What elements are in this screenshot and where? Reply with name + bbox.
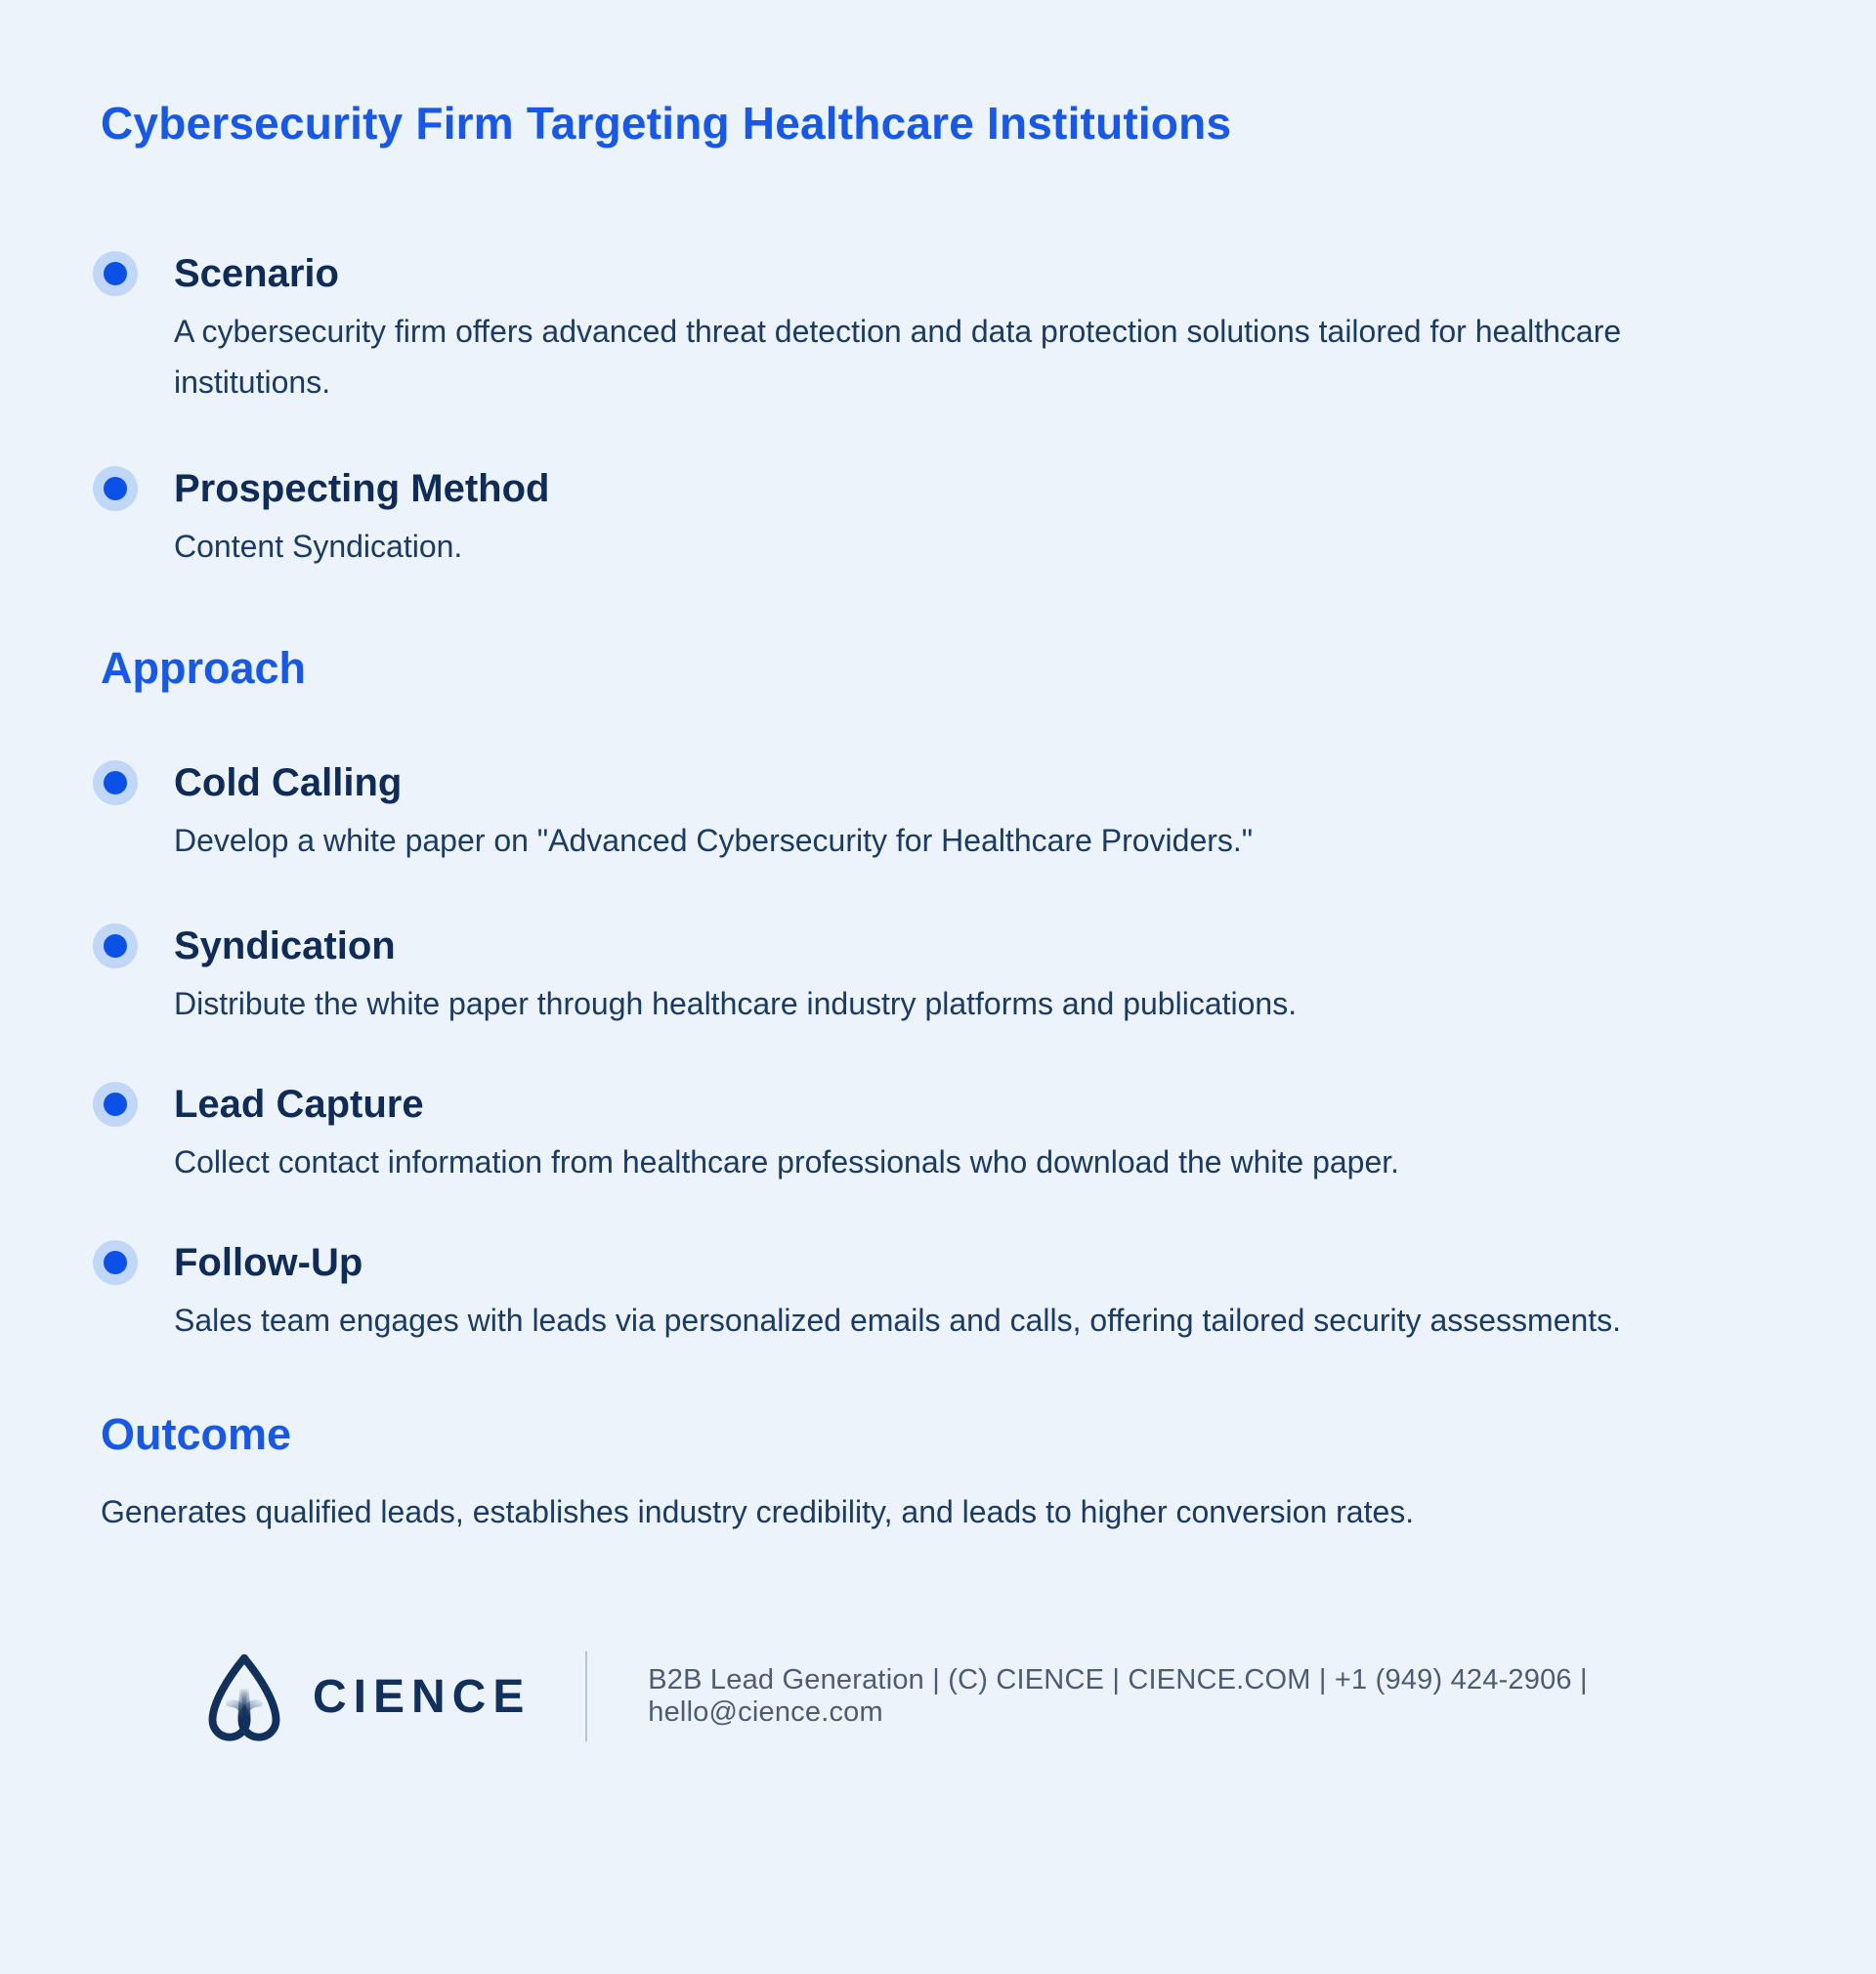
bullet-icon: [93, 466, 138, 511]
page-title: Cybersecurity Firm Targeting Healthcare Institutions: [101, 98, 1232, 149]
brand-wordmark: CIENCE: [313, 1670, 532, 1723]
section-heading-approach: Approach: [101, 643, 307, 694]
item-heading: Cold Calling: [174, 761, 403, 805]
outcome-text: Generates qualified leads, establishes industry credibility, and leads to higher conversion rates.: [101, 1494, 1415, 1530]
footer-info: B2B Lead Generation | (C) CIENCE | CIENCE.COM | +1 (949) 424-2906 | hello@cience.com: [648, 1664, 1588, 1729]
list-item-scenario: [101, 250, 1775, 408]
bullet-dot-icon: [104, 262, 127, 285]
intro-section: [101, 250, 1775, 572]
item-heading: Scenario: [174, 252, 339, 296]
bullet-icon: [93, 251, 138, 296]
list-item-lead-capture: [101, 1081, 1775, 1187]
cience-logo-icon: [195, 1645, 293, 1748]
bullet-dot-icon: [104, 1251, 127, 1274]
item-body: Develop a white paper on "Advanced Cybersecurity for Healthcare Providers.": [174, 823, 1254, 859]
item-body: A cybersecurity firm offers advanced threat detection and data protection solutions tailored for healthcare institutions.: [174, 314, 1622, 401]
bullet-icon: [93, 1240, 138, 1285]
item-heading: Prospecting Method: [174, 467, 550, 511]
bullet-icon: [93, 923, 138, 968]
list-item-syndication: [101, 923, 1775, 1029]
item-body: Collect contact information from healthcare professionals who download the white paper.: [174, 1144, 1400, 1180]
brand: [195, 1645, 531, 1748]
list-item-follow-up: [101, 1239, 1775, 1346]
item-body: Content Syndication.: [174, 529, 463, 565]
bullet-icon: [93, 1082, 138, 1127]
list-item-prospecting-method: [101, 465, 1775, 572]
footer: [195, 1645, 1775, 1748]
bullet-dot-icon: [104, 1093, 127, 1116]
approach-section: [101, 759, 1775, 1346]
item-heading: Follow-Up: [174, 1241, 363, 1285]
bullet-dot-icon: [104, 477, 127, 500]
item-body: Sales team engages with leads via personalized emails and calls, offering tailored security assessments.: [174, 1303, 1622, 1339]
bullet-dot-icon: [104, 934, 127, 958]
bullet-dot-icon: [104, 771, 127, 794]
list-item-cold-calling: [101, 759, 1775, 866]
section-heading-outcome: Outcome: [101, 1409, 292, 1460]
case-study-page: [0, 97, 1876, 1974]
footer-divider: [585, 1652, 587, 1741]
item-body: Distribute the white paper through healthcare industry platforms and publications.: [174, 986, 1298, 1022]
item-heading: Lead Capture: [174, 1083, 424, 1127]
bullet-icon: [93, 760, 138, 805]
item-heading: Syndication: [174, 924, 396, 968]
